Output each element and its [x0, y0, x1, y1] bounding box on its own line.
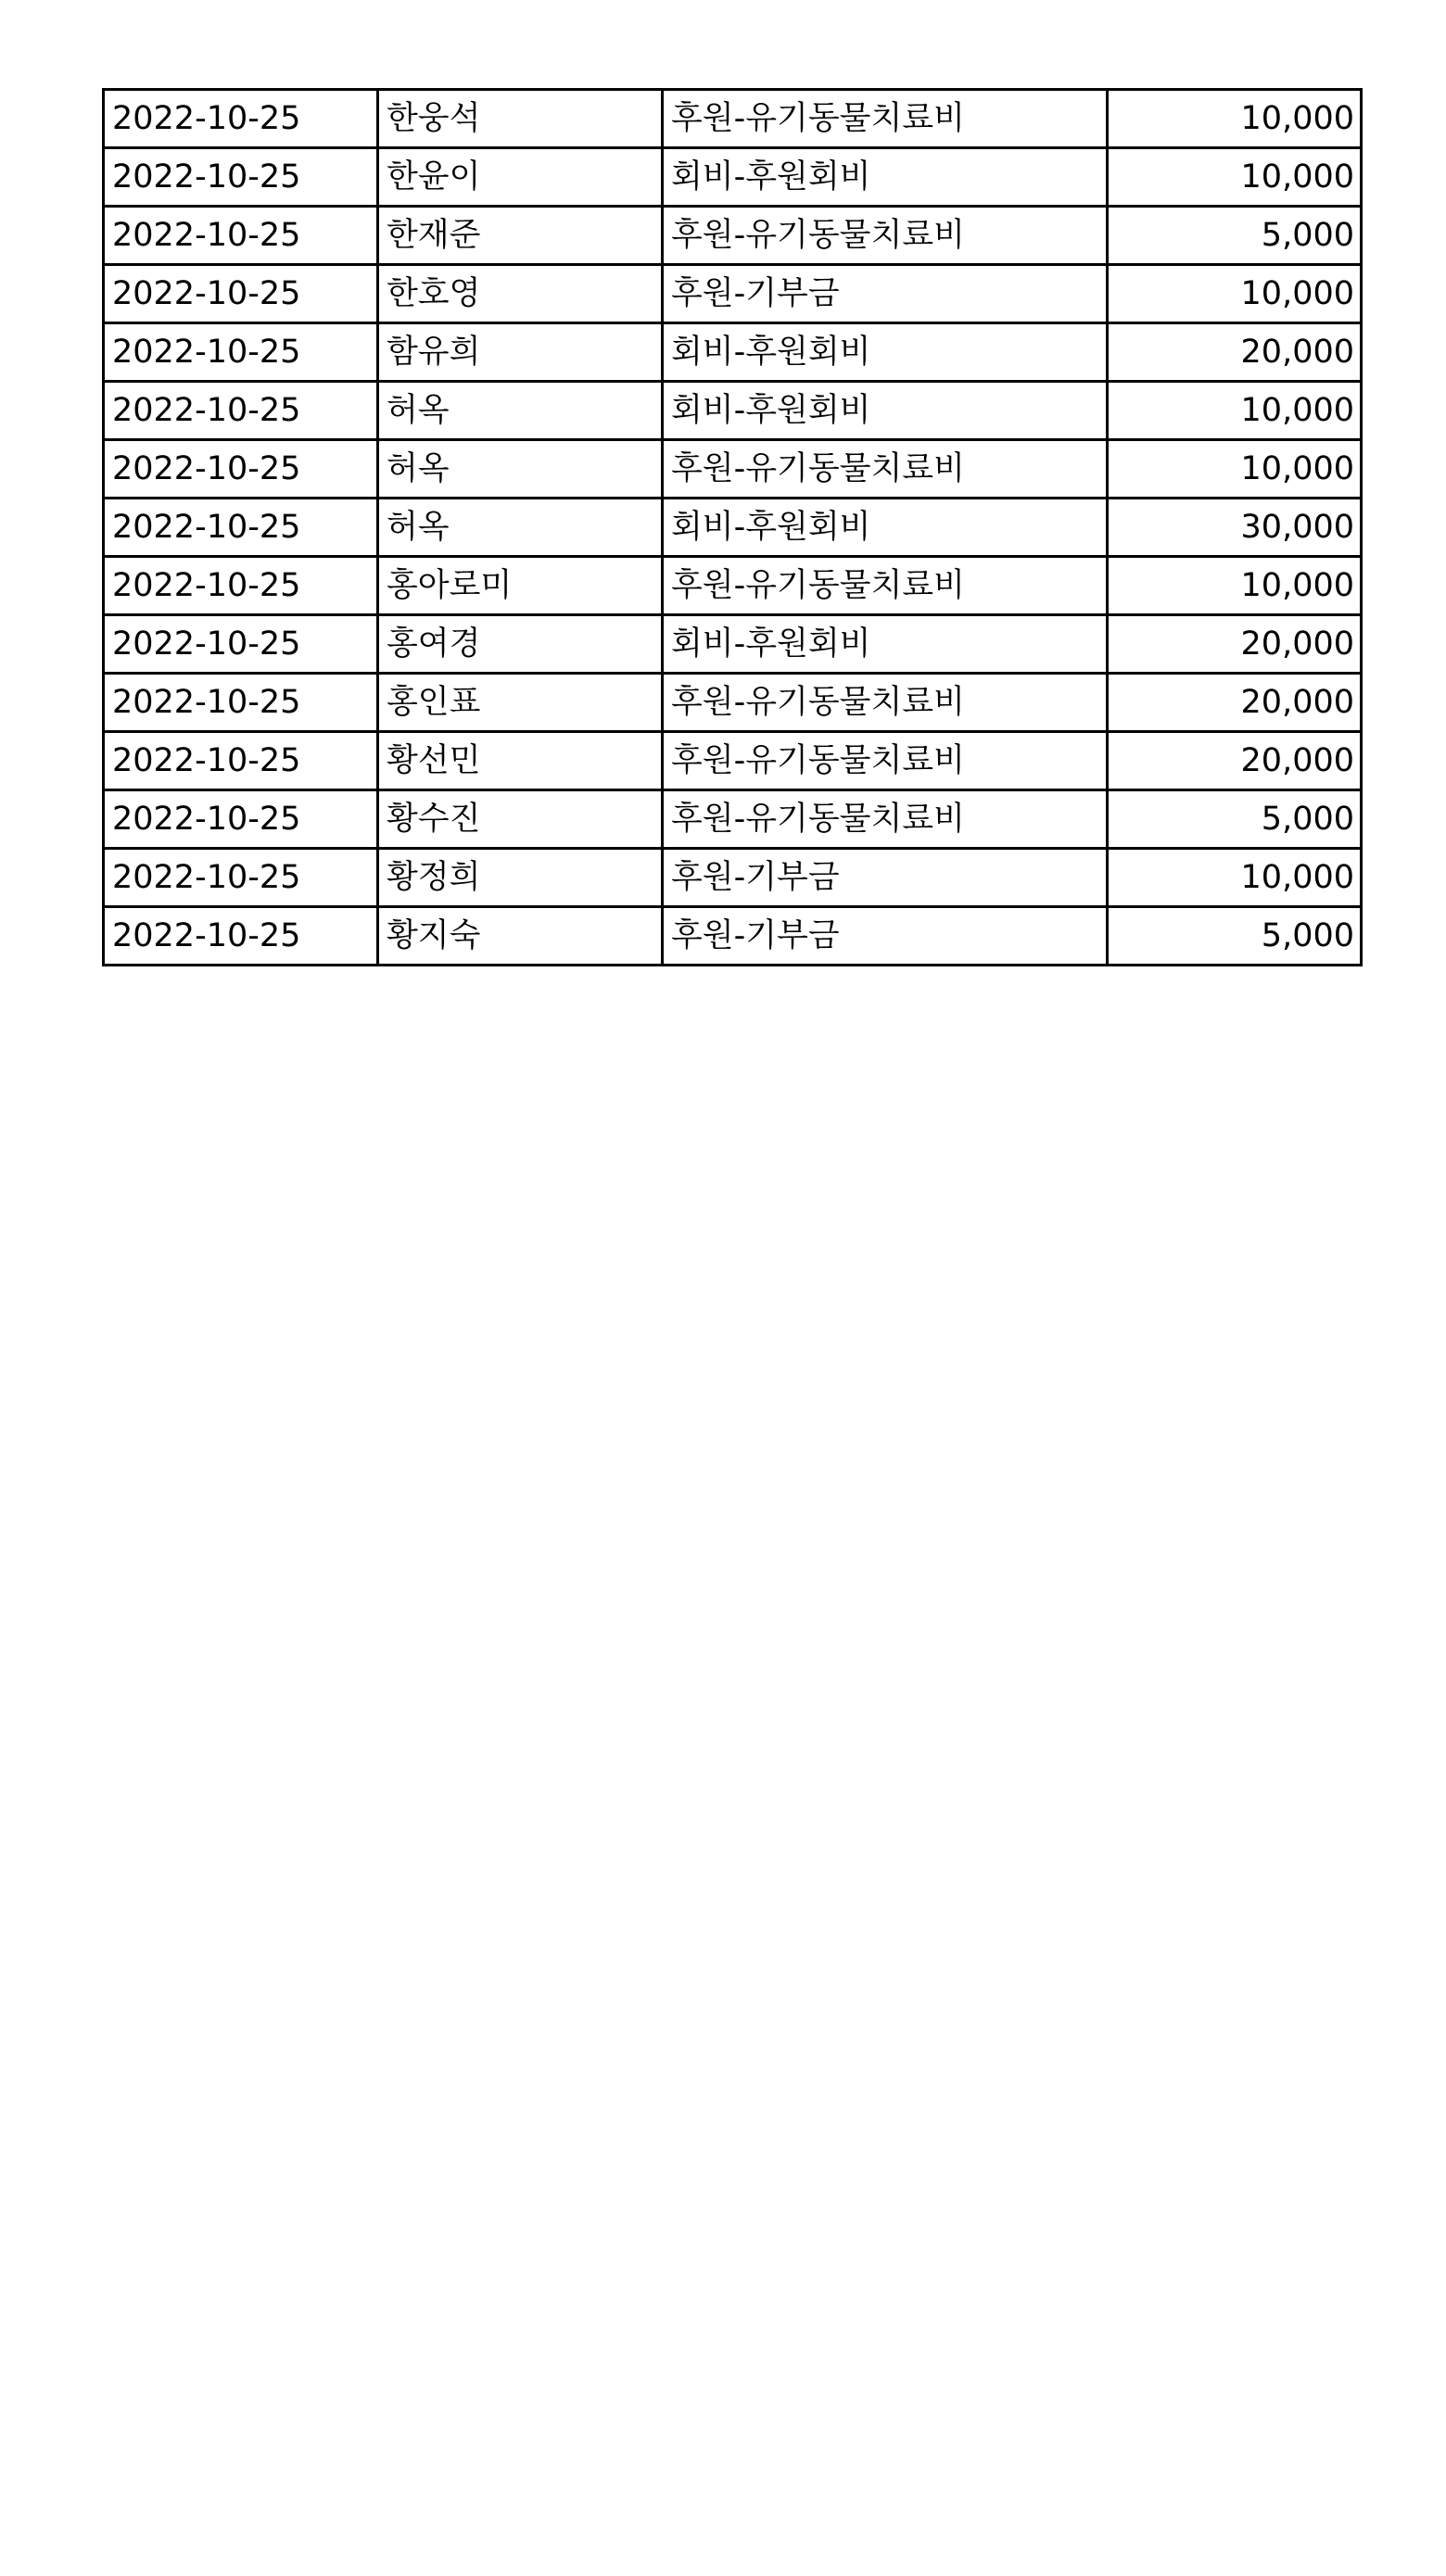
amount-cell: 5,000: [1108, 907, 1362, 966]
date-cell: 2022-10-25: [104, 148, 378, 207]
name-cell: 한웅석: [378, 90, 663, 148]
table-row: [104, 790, 1362, 849]
amount-cell: 10,000: [1108, 557, 1362, 615]
name-cell: 한호영: [378, 265, 663, 323]
category-cell: 후원-기부금: [663, 907, 1108, 966]
name-cell: 한재준: [378, 207, 663, 265]
amount-cell: 10,000: [1108, 849, 1362, 907]
name-cell: 황지숙: [378, 907, 663, 966]
date-cell: 2022-10-25: [104, 440, 378, 499]
category-cell: 회비-후원회비: [663, 615, 1108, 674]
name-cell: 함유희: [378, 323, 663, 382]
date-cell: 2022-10-25: [104, 557, 378, 615]
table-row: [104, 382, 1362, 440]
table-row: [104, 148, 1362, 207]
table-row: [104, 265, 1362, 323]
name-cell: 황선민: [378, 732, 663, 790]
name-cell: 황수진: [378, 790, 663, 849]
amount-cell: 10,000: [1108, 148, 1362, 207]
table-row: [104, 674, 1362, 732]
amount-cell: 20,000: [1108, 732, 1362, 790]
table-row: [104, 732, 1362, 790]
date-cell: 2022-10-25: [104, 382, 378, 440]
table-row: [104, 207, 1362, 265]
donation-ledger-table: [102, 88, 1363, 966]
category-cell: 회비-후원회비: [663, 148, 1108, 207]
date-cell: 2022-10-25: [104, 674, 378, 732]
name-cell: 허옥: [378, 382, 663, 440]
date-cell: 2022-10-25: [104, 732, 378, 790]
table-row: [104, 907, 1362, 966]
category-cell: 후원-유기동물치료비: [663, 557, 1108, 615]
table-row: [104, 849, 1362, 907]
date-cell: 2022-10-25: [104, 90, 378, 148]
amount-cell: 20,000: [1108, 674, 1362, 732]
table-row: [104, 615, 1362, 674]
category-cell: 후원-유기동물치료비: [663, 207, 1108, 265]
table-row: [104, 323, 1362, 382]
name-cell: 홍인표: [378, 674, 663, 732]
table-row: [104, 90, 1362, 148]
amount-cell: 10,000: [1108, 382, 1362, 440]
amount-cell: 10,000: [1108, 440, 1362, 499]
date-cell: 2022-10-25: [104, 499, 378, 557]
name-cell: 홍여경: [378, 615, 663, 674]
amount-cell: 30,000: [1108, 499, 1362, 557]
name-cell: 황정희: [378, 849, 663, 907]
date-cell: 2022-10-25: [104, 265, 378, 323]
category-cell: 후원-기부금: [663, 849, 1108, 907]
name-cell: 허옥: [378, 440, 663, 499]
amount-cell: 5,000: [1108, 207, 1362, 265]
table-row: [104, 499, 1362, 557]
ledger-body: [104, 90, 1362, 966]
amount-cell: 20,000: [1108, 615, 1362, 674]
table-row: [104, 440, 1362, 499]
category-cell: 후원-유기동물치료비: [663, 90, 1108, 148]
category-cell: 후원-유기동물치료비: [663, 440, 1108, 499]
name-cell: 한윤이: [378, 148, 663, 207]
amount-cell: 10,000: [1108, 265, 1362, 323]
name-cell: 홍아로미: [378, 557, 663, 615]
amount-cell: 20,000: [1108, 323, 1362, 382]
name-cell: 허옥: [378, 499, 663, 557]
amount-cell: 5,000: [1108, 790, 1362, 849]
date-cell: 2022-10-25: [104, 323, 378, 382]
date-cell: 2022-10-25: [104, 207, 378, 265]
category-cell: 후원-유기동물치료비: [663, 674, 1108, 732]
category-cell: 후원-기부금: [663, 265, 1108, 323]
amount-cell: 10,000: [1108, 90, 1362, 148]
category-cell: 회비-후원회비: [663, 499, 1108, 557]
category-cell: 회비-후원회비: [663, 323, 1108, 382]
category-cell: 후원-유기동물치료비: [663, 732, 1108, 790]
table-row: [104, 557, 1362, 615]
date-cell: 2022-10-25: [104, 907, 378, 966]
date-cell: 2022-10-25: [104, 615, 378, 674]
category-cell: 후원-유기동물치료비: [663, 790, 1108, 849]
date-cell: 2022-10-25: [104, 849, 378, 907]
category-cell: 회비-후원회비: [663, 382, 1108, 440]
date-cell: 2022-10-25: [104, 790, 378, 849]
